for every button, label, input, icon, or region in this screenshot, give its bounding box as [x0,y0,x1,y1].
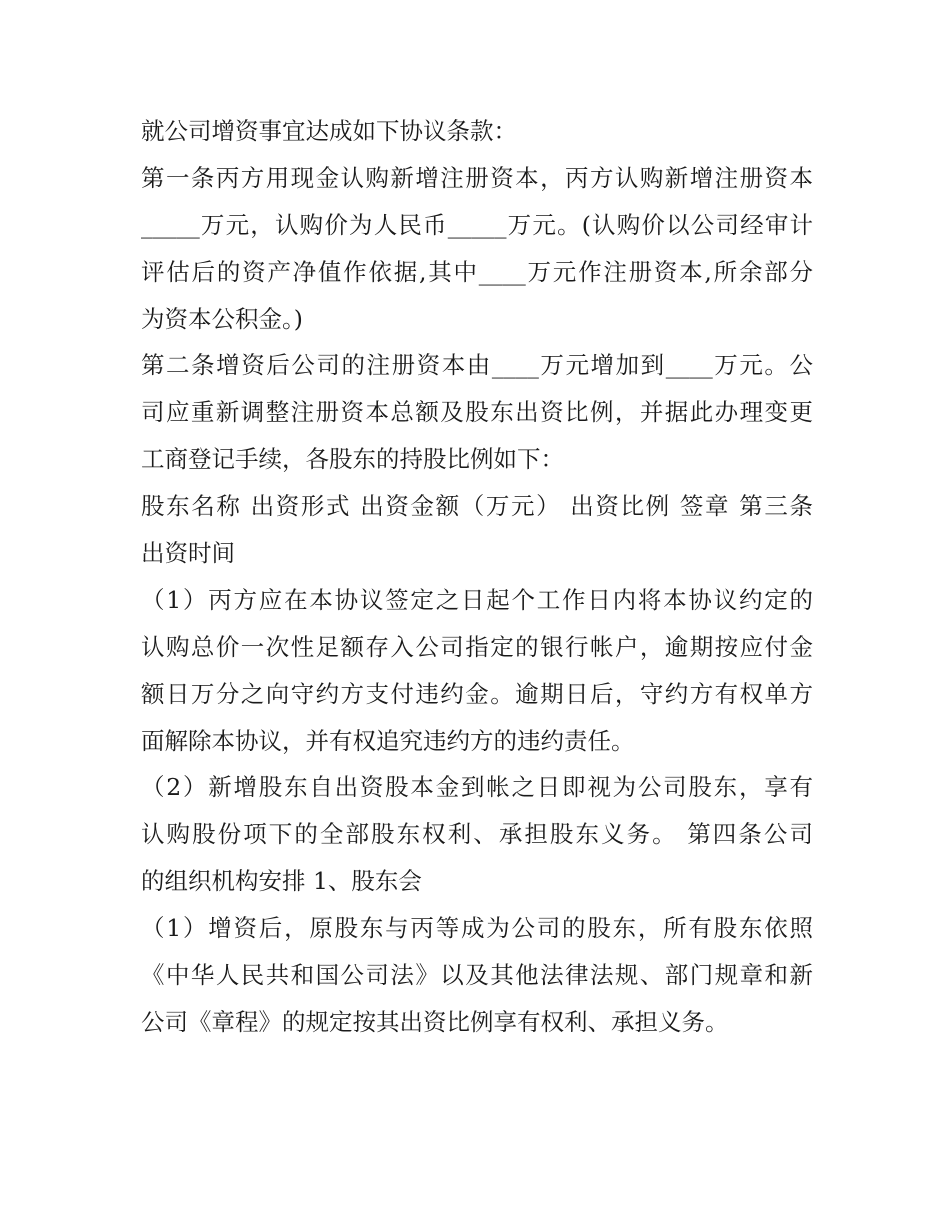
text-line: （1）丙方应在本协议签定之日起个工作日内将本协议约定的 [141,585,813,614]
text-line: （1）增资后，原股东与丙等成为公司的股东，所有股东依照 [141,914,813,943]
text-line: （2）新增股东自出资股本金到帐之日即视为公司股东，享有 [141,773,813,802]
text-line: 公司《章程》的规定按其出资比例享有权利、承担义务。 [141,1007,729,1036]
text-line: 面解除本协议，并有权追究违约方的违约责任。 [141,726,635,755]
text-line: 就公司增资事宜达成如下协议条款： [141,117,517,145]
document-body [141,108,813,1046]
text-line: 额日万分之向守约方支付违约金。逾期日后，守约方有权单方 [141,679,813,708]
text-line: 司应重新调整注册资本总额及股东出资比例，并据此办理变更 [141,398,813,427]
text-line: 第一条丙方用现金认购新增注册资本，丙方认购新增注册资本 [141,163,813,192]
text-line: 第二条增资后公司的注册资本由____万元增加到____万元。公 [141,351,813,380]
text-line: 的组织机构安排 1、股东会 [141,867,422,896]
text-line: 为资本公积金。) [141,304,303,333]
text-line: 股东名称 出资形式 出资金额（万元） 出资比例 签章 第三条 [141,492,813,521]
text-line: 工商登记手续，各股东的持股比例如下： [141,445,564,474]
text-line: 评估后的资产净值作依据,其中____万元作注册资本,所余部分 [141,257,813,286]
text-line: 出资时间 [141,539,235,568]
text-line: 《中华人民共和国公司法》以及其他法律法规、部门规章和新 [141,961,813,990]
text-line: 认购股份项下的全部股东权利、承担股东义务。 第四条公司 [141,820,813,849]
text-line: _____万元，认购价为人民币_____万元。(认购价以公司经审计 [141,210,813,239]
text-line: 认购总价一次性足额存入公司指定的银行帐户，逾期按应付金 [141,632,813,661]
